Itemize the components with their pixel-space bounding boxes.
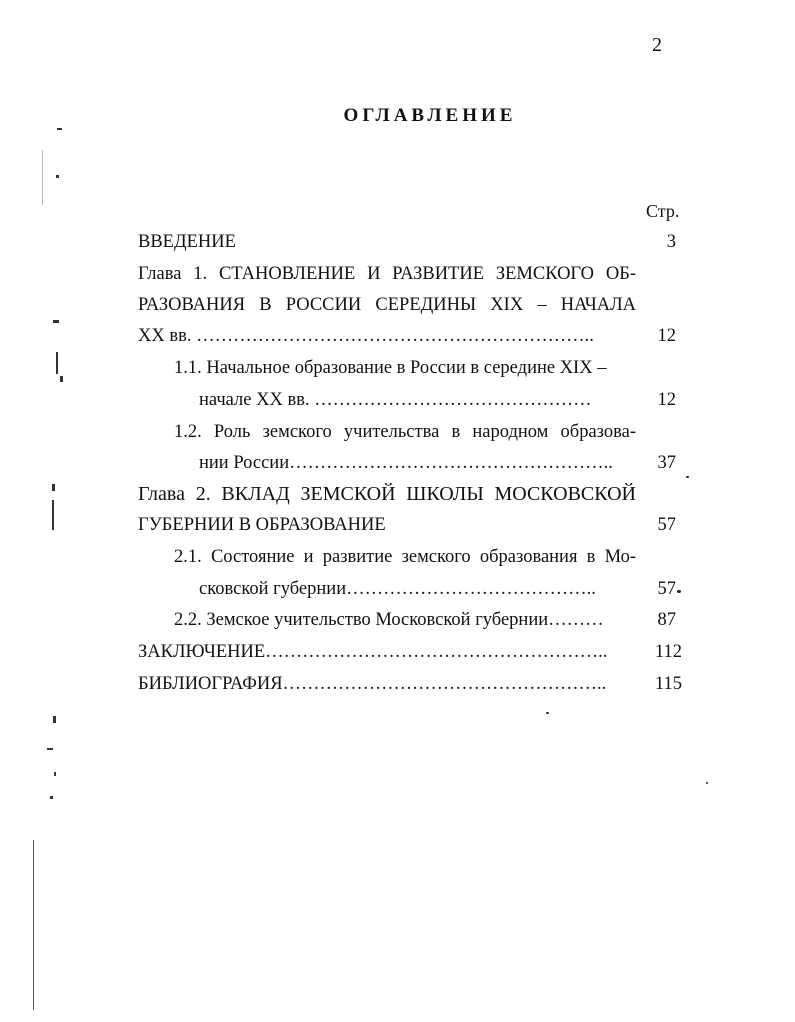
toc-page-chapter-2: 57 [657,515,676,535]
binding-mark [54,772,56,776]
binding-mark [53,320,59,323]
toc-section-1-2-line-1: 1.2. Роль земского учительства в народном образова- [174,422,636,442]
toc-page-introduction: 3 [666,232,676,252]
toc-section-1-1-line-1: 1.1. Начальное образование в России в середине XIX – [174,358,607,378]
binding-mark [53,716,56,723]
toc-entry-bibliography: БИБЛИОГРАФИЯ…………………………………………….. [138,674,607,694]
binding-edge-line [33,840,34,1010]
toc-section-2-1-line-2: сковской губернии………………………………….. [199,579,596,599]
binding-mark [57,128,62,130]
toc-chapter-2-line-1: Глава 2. ВКЛАД ЗЕМСКОЙ ШКОЛЫ МОСКОВСКОЙ [138,483,636,505]
binding-mark [50,796,53,799]
binding-mark [52,484,55,491]
toc-page-section-1-1: 12 [657,390,676,410]
toc-section-1-2-line-2: нии России…………………………………………….. [199,453,613,473]
speck [546,712,549,714]
toc-section-2-1-line-1: 2.1. Состояние и развитие земского образования в Мо- [174,547,636,567]
binding-mark [47,748,53,750]
page-number: 2 [652,34,662,56]
toc-entry-conclusion: ЗАКЛЮЧЕНИЕ……………………………………………….. [138,642,608,662]
toc-page-section-2-1: 57 [657,579,676,599]
binding-mark [52,500,54,530]
speck [677,590,681,593]
toc-chapter-1-line-3: XX вв. ……………………………………………………….. [138,326,594,346]
binding-mark [56,352,58,374]
binding-mark [42,150,43,205]
page-column-header: Стр. [646,201,680,221]
toc-page-chapter-1: 12 [657,326,676,346]
toc-chapter-2-line-2: ГУБЕРНИИ В ОБРАЗОВАНИЕ [138,515,386,535]
toc-page-conclusion: 112 [654,642,682,662]
toc-chapter-1-line-1: Глава 1. СТАНОВЛЕНИЕ И РАЗВИТИЕ ЗЕМСКОГО ОБ- [138,264,636,284]
toc-entry-introduction: ВВЕДЕНИЕ [138,232,236,252]
binding-mark [60,376,63,382]
page-title: ОГЛАВЛЕНИЕ [343,105,517,126]
toc-chapter-1-line-2: РАЗОВАНИЯ В РОССИИ СЕРЕДИНЫ XIX – НАЧАЛА [138,295,636,315]
speck [706,782,708,784]
binding-mark [56,175,59,178]
speck [686,476,689,478]
toc-page-bibliography: 115 [654,674,682,694]
toc-page-section-1-2: 37 [657,453,676,473]
toc-section-2-2: 2.2. Земское учительство Московской губернии……… [174,610,604,630]
toc-page-section-2-2: 87 [657,610,676,630]
toc-section-1-1-line-2: начале XX вв. ……………………………………… [199,390,592,410]
